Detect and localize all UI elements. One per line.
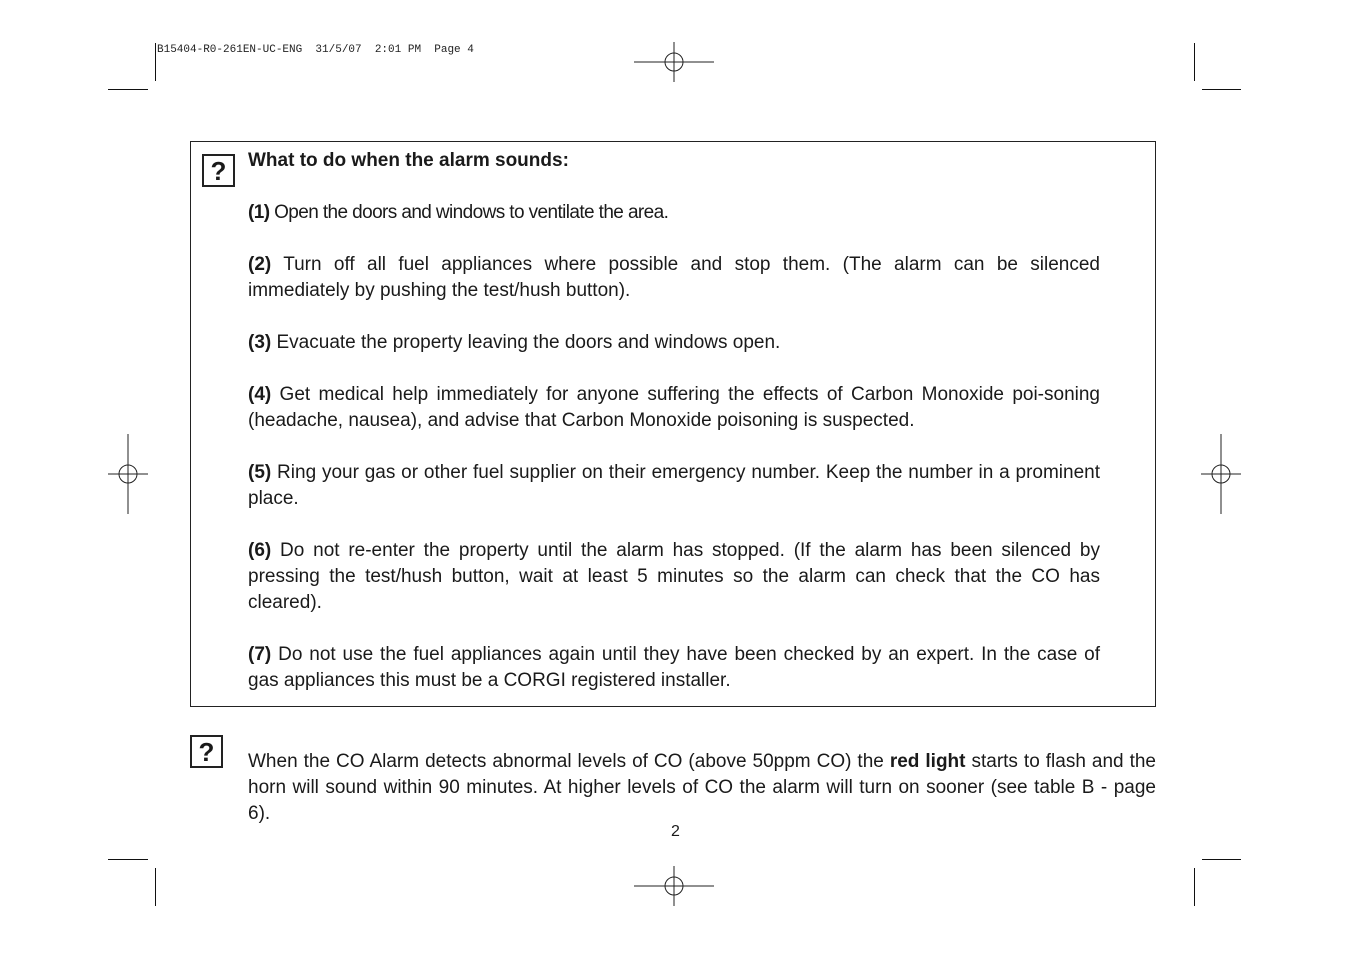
registration-mark-top: [634, 42, 714, 82]
registration-mark-bottom: [634, 866, 714, 906]
print-slug: B15404-R0-261EN-UC-ENG 31/5/07 2:01 PM Page 4: [157, 44, 474, 56]
list-item: (1) Open the doors and windows to ventilate the area.: [248, 202, 669, 223]
list-item: (4) Get medical help immediately for anyone suffering the effects of Carbon Monoxide poi-soning (headache, nausea), and advise that Carbon Monoxide poisoning is suspected.: [248, 384, 1100, 431]
list-item: (3) Evacuate the property leaving the doors and windows open.: [248, 332, 781, 353]
page-number: 2: [671, 823, 680, 840]
list-item: (5) Ring your gas or other fuel supplier on their emergency number. Keep the number in a prominent place.: [248, 462, 1100, 509]
red-light-highlight: red light: [889, 751, 966, 772]
list-item: (6) Do not re-enter the property until the alarm has stopped. (If the alarm has been silenced by pressing the test/hush button, wait at least 5 minutes so the alarm can check that the CO has cleared).: [248, 540, 1100, 613]
instructions-heading: What to do when the alarm sounds:: [248, 150, 569, 171]
registration-mark-right: [1201, 434, 1241, 514]
question-icon: ?: [202, 154, 235, 187]
list-item: (2) Turn off all fuel appliances where possible and stop them. (The alarm can be silenced immediately by pushing the test/hush button).: [248, 254, 1100, 301]
list-item: (7) Do not use the fuel appliances again until they have been checked by an expert. In the case of gas appliances this must be a CORGI registered installer.: [248, 644, 1100, 691]
instructions-content: [248, 148, 1100, 694]
registration-mark-left: [108, 434, 148, 514]
question-icon: ?: [190, 735, 223, 768]
note-paragraph: When the CO Alarm detects abnormal levels of CO (above 50ppm CO) the red light starts to flash and the horn will sound within 90 minutes. At higher levels of CO the alarm will turn on sooner (see table B - page 6).: [248, 751, 1156, 824]
